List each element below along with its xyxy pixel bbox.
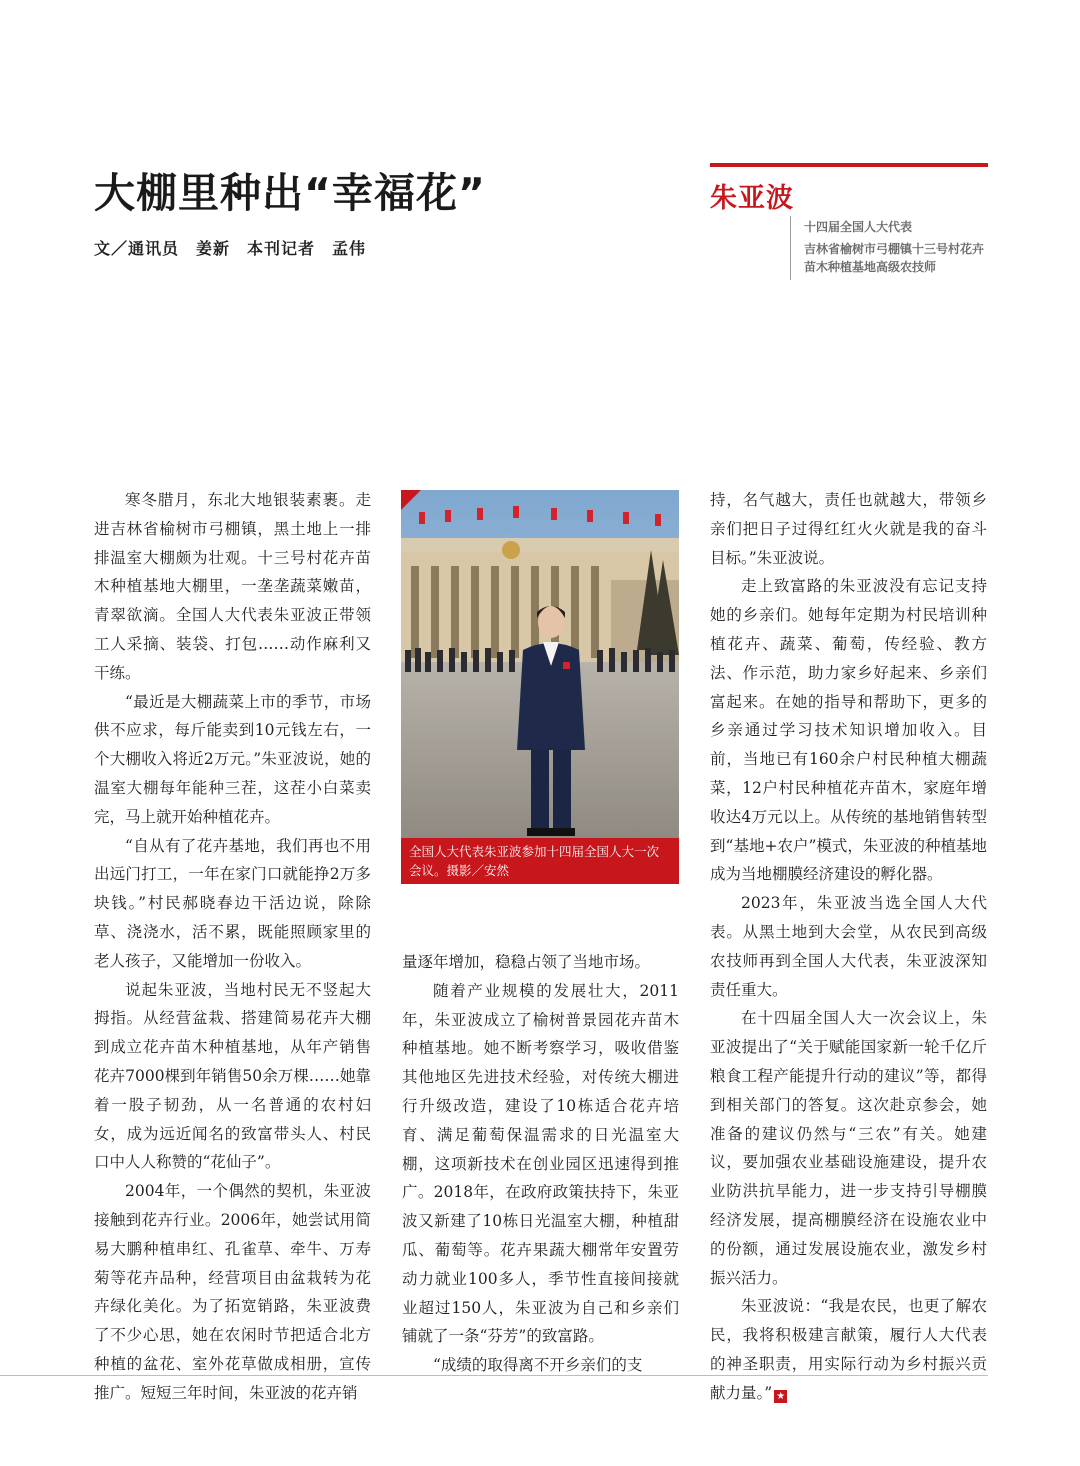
paragraph: 说起朱亚波，当地村民无不竖起大拇指。从经营盆栽、搭建简易花卉大棚到成立花卉苗木种植基地，从年产销售花卉7000棵到年销售50余万棵……她靠着一股子韧劲，从一名普通的农村妇女，成为远近闻名的致富带头人、村民口中人人称赞的“花仙子”。 xyxy=(94,980,371,1172)
paragraph: “自从有了花卉基地，我们再也不用出远门打工，一年在家门口就能挣2万多块钱。”村民郝晓春边干活边说，除除草、浇浇水，活不累，既能照顾家里的老人孩子，又能增加一份收入。 xyxy=(94,836,371,970)
article-column-1 xyxy=(94,486,371,1408)
paragraph: “最近是大棚蔬菜上市的季节，市场供不应求，每斤能卖到10元钱左右，一个大棚收入将近2万元。”朱亚波说，她的温室大棚每年能种三茬，这茬小白菜卖完，马上就开始种植花卉。 xyxy=(94,692,371,826)
article-column-3 xyxy=(710,486,987,1408)
paragraph-final xyxy=(710,1292,987,1407)
profile-role: 十四届全国人大代表 xyxy=(804,220,913,234)
paragraph: 寒冬腊月，东北大地银装素裹。走进吉林省榆树市弓棚镇，黑土地上一排排温室大棚颇为壮观。十三号村花卉苗木种植基地大棚里，一垄垄蔬菜嫩苗，青翠欲滴。全国人大代表朱亚波正带领工人采摘、装袋、打包……动作麻利又干练。 xyxy=(94,491,371,682)
profile-affiliation: 吉林省榆树市弓棚镇十三号村花卉苗木种植基地高级农技师 xyxy=(804,242,985,274)
profile-accent-bar xyxy=(710,163,988,167)
paragraph: 2023年，朱亚波当选全国人大代表。从黑土地到大会堂，从农民到高级农技师再到全国人大代表，朱亚波深知责任重大。 xyxy=(710,894,987,999)
paragraph-continued: 持，名气越大，责任也就越大，带领乡亲们把日子过得红红火火就是我的奋斗目标。”朱亚波说。 xyxy=(710,491,987,567)
paragraph: “成绩的取得离不开乡亲们的支 xyxy=(433,1356,643,1375)
profile-name: 朱亚波 xyxy=(710,183,794,214)
star-end-mark-icon: ★ xyxy=(774,1390,787,1403)
paragraph-final-text: 朱亚波说：“我是农民，也更了解农民，我将积极建言献策，履行人大代表的神圣职责，用实际行动为乡村振兴贡献力量。” xyxy=(710,1297,987,1402)
paragraph: 走上致富路的朱亚波没有忘记支持她的乡亲们。她每年定期为村民培训种植花卉、蔬菜、葡萄，传经验、教方法、作示范，助力家乡好起来、乡亲们富起来。在她的指导和帮助下，更多的乡亲通过学习技术知识增加收入。目前，当地已有160余户村民种植大棚蔬菜，12户村民种植花卉苗木，家庭年增收达4万元以上。从传统的基地销售转型到“基地+农户”模式，朱亚波的种植基地成为当地棚膜经济建设的孵化器。 xyxy=(710,577,987,884)
paragraph: 2004年，一个偶然的契机，朱亚波接触到花卉行业。2006年，她尝试用简易大鹏种植串红、孔雀草、牵牛、万寿菊等花卉品种，经营项目由盆栽转为花卉绿化美化。为了拓宽销路，朱亚波费了不少心思，她在农闲时节把适合北方种植的盆花、室外花草做成相册，宣传推广。短短三年时间，朱亚波的花卉销 xyxy=(94,1182,371,1402)
article-byline: 文／通讯员 姜新 本刊记者 孟伟 xyxy=(94,239,367,258)
photo-corner-accent xyxy=(401,490,421,510)
paragraph: 随着产业规模的发展壮大，2011年，朱亚波成立了榆树普景园花卉苗木种植基地。她不断考察学习，吸收借鉴其他地区先进技术经验，对传统大棚进行升级改造，建设了10栋适合花卉培育、满足葡萄保温需求的日光温室大棚，这项新技术在创业园区迅速得到推广。2018年，在政府政策扶持下，朱亚波又新建了10栋日光温室大棚，种植甜瓜、葡萄等。花卉果蔬大棚常年安置劳动力就业100多人，季节性直接间接就业超过150人，朱亚波为自己和乡亲们铺就了一条“芬芳”的致富路。 xyxy=(402,981,679,1346)
paragraph-continued: 量逐年增加，稳稳占领了当地市场。 xyxy=(402,953,651,971)
footer-rule xyxy=(0,1375,988,1376)
article-photo xyxy=(401,490,679,838)
photo-caption: 全国人大代表朱亚波参加十四届全国人大一次会议。摄影／安然 xyxy=(401,838,679,884)
paragraph: 在十四届全国人大一次会议上，朱亚波提出了“关于赋能国家新一轮千亿斤粮食工程产能提升行动的建议”等，都得到相关部门的答复。这次赴京参会，她准备的建议仍然与“三农”有关。她建议，要加强农业基础设施建设，提升农业防洪抗旱能力，进一步支持引导棚膜经济发展，提高棚膜经济在设施农业中的份额，通过发展设施农业，激发乡村振兴活力。 xyxy=(710,1009,987,1287)
article-column-2 xyxy=(402,948,679,1380)
article-title: 大棚里种出“幸福花” xyxy=(94,169,486,217)
